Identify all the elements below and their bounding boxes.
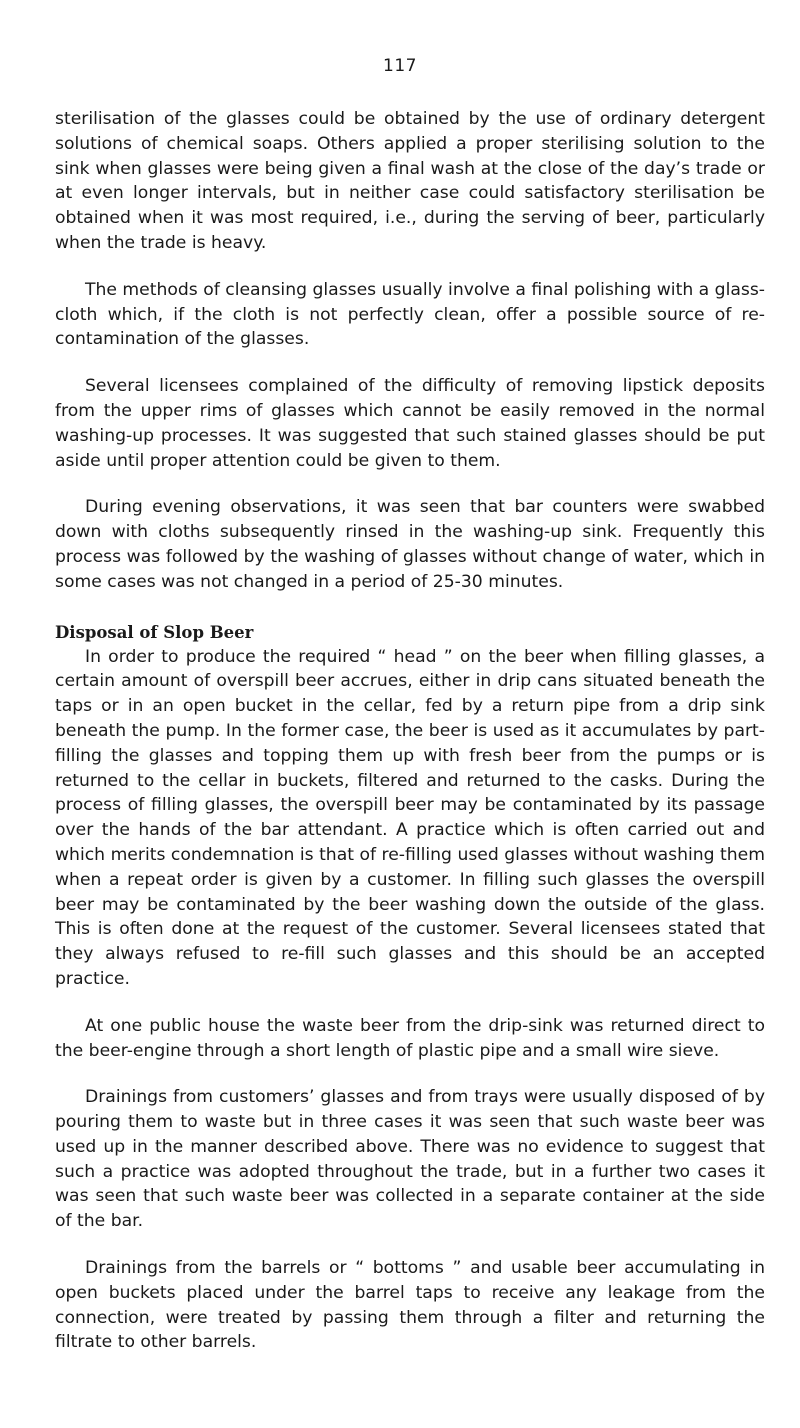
paragraph-evening-observations: During evening observations, it was seen that bar counters were swabbed down with cloths subsequently rinsed in the washing-up sink. Frequently this process was followed by the washing of glasses without change of water, which in some cases was not changed in a period of 25-30 minutes.	[55, 497, 765, 592]
paragraph-drainings-barrels: Drainings from the barrels or “ bottoms ” and usable beer accumulating in open buckets placed under the barrel taps to receive any leakage from the connection, were treated by passing them through a filter and returning the filtrate to other barrels.	[55, 1258, 765, 1353]
paragraph-sterilisation: sterilisation of the glasses could be obtained by the use of ordinary detergent solutions of chemical soaps. Others applied a proper sterilising solution to the sink when glasses were being given a final wash at the close of the day’s trade or at even longer intervals, but in neither case could satisfactory sterilisation be obtained when it was most required, i.e., during the serving of beer, particularly when the trade is heavy.	[55, 109, 765, 253]
paragraph-polishing: The methods of cleansing glasses usually involve a final polishing with a glass-cloth which, if the cloth is not perfectly clean, offer a possible source of re-contamination of the glasses.	[55, 279, 765, 350]
paragraph-lipstick: Several licensees complained of the difficulty of removing lipstick deposits from the upper rims of glasses which cannot be easily removed in the normal washing-up processes. It was suggested that such stained glasses should be put aside until proper attention could be given to them.	[55, 376, 765, 471]
paragraph-overspill: In order to produce the required “ head ” on the beer when filling glasses, a certain amount of overspill beer accrues, either in drip cans situated beneath the taps or in an open bucket in the cellar, fed by a return pipe from a drip sink beneath the pump. In the former case, the beer is used as it accumulates by part-filling the glasses and topping them up with fresh beer from the pumps or is returned to the cellar in buckets, filtered and returned to the casks. During the process of filling glasses, the overspill beer may be contaminated by its passage over the hands of the bar attendant. A practice which is often carried out and which merits condemnation is that of re-filling used glasses without washing them when a repeat order is given by a customer. In filling such glasses the overspill beer may be contaminated by the beer washing down the outside of the glass. This is often done at the request of the customer. Several licensees stated that they always refused to re-fill such glasses and this should be an accepted practice.	[55, 646, 765, 989]
section-heading-slop-beer: Disposal of Slop Beer	[55, 622, 254, 642]
paragraph-drainings-glasses: Drainings from customers’ glasses and from trays were usually disposed of by pouring them to waste but in three cases it was seen that such waste beer was used up in the manner described above. There was no evidence to suggest that such a practice was adopted throughout the trade, but in a further two cases it was seen that such waste beer was collected in a separate container at the side of the bar.	[55, 1087, 765, 1232]
paragraph-drip-sink: At one public house the waste beer from the drip-sink was returned direct to the beer-engine through a short length of plastic pipe and a small wire sieve.	[55, 1015, 765, 1061]
document-body	[55, 107, 765, 1377]
page-number: 117	[383, 56, 417, 76]
